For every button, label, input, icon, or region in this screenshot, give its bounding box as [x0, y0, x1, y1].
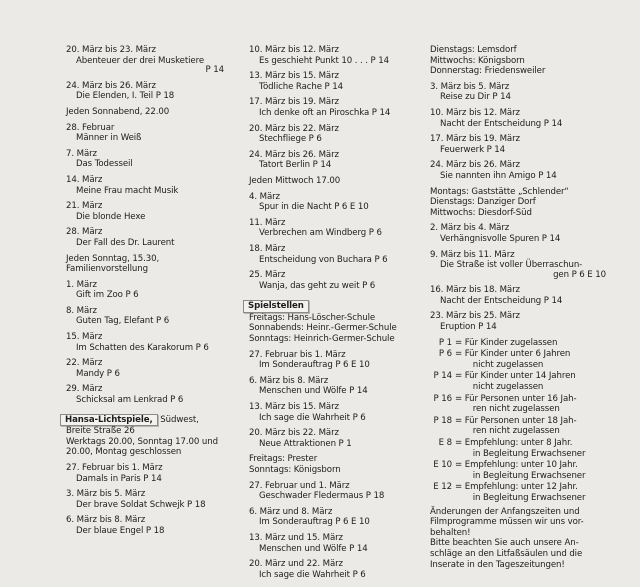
legend-key: P 16: [433, 393, 452, 404]
schedule-heading: Jeden Sonntag, 15.30,: [66, 253, 160, 264]
entry-date: 29. März: [66, 384, 103, 395]
legend-value-cont: in Begleitung Erwachsener: [472, 492, 586, 503]
list-item: [249, 45, 415, 66]
list-item: [430, 108, 608, 129]
entry-date: 21. März: [66, 201, 103, 212]
entry-title: Schicksal am Lenkrad P 6: [76, 395, 184, 406]
list-item: [66, 332, 226, 353]
entry-date: 22. März: [66, 358, 103, 369]
entry-date: 17. März bis 19. März: [430, 134, 520, 145]
legend-key: E 8: [438, 438, 452, 448]
entry-title: Ich sage die Wahrheit P 6: [259, 569, 366, 580]
legend-value: Empfehlung: unter 8 Jahr.: [464, 438, 573, 448]
entry-title: Die Elenden, I. Teil P 18: [76, 91, 175, 102]
legend-row: E 10 = Empfehlung: unter 10 Jahr. in Begleitung Erwachsener: [430, 460, 608, 481]
note-line: behalten!: [430, 527, 471, 538]
entry-title: Neue Attraktionen P 1: [259, 438, 352, 449]
legend-value-cont: in Begleitung Erwachsener: [472, 470, 586, 481]
entry-date: 8. März: [66, 305, 97, 316]
entry-date: 20. März und 22. März: [249, 559, 343, 570]
entry-title: Der Fall des Dr. Laurent: [76, 237, 175, 248]
legend-value: Für Kinder zugelassen: [464, 337, 558, 348]
entry-title: Damals in Paris P 14: [76, 473, 162, 484]
legend-row: P 6 = Für Kinder unter 6 Jahren nicht zugelassen: [430, 349, 608, 370]
list-item: [249, 481, 415, 502]
venue-schedule: Sonntags: Königsborn: [249, 465, 341, 475]
entry-date: 27. Februar bis 1. März: [249, 349, 346, 360]
entry-date: 17. März bis 19. März: [249, 97, 339, 108]
entry-title: Gift im Zoo P 6: [76, 290, 139, 301]
entry-date: 24. März bis 26. März: [66, 80, 156, 91]
column-2: [249, 45, 415, 585]
entry-date: 3. März bis 5. März: [66, 489, 146, 500]
entry-title: Eruption P 14: [440, 322, 497, 333]
list-item: [249, 350, 415, 371]
entry-date: 13. März bis 15. März: [249, 402, 339, 413]
column-3: [430, 45, 608, 570]
legend-value: Für Kinder unter 6 Jahren: [464, 349, 571, 360]
legend-key: P 6: [438, 349, 452, 360]
venue-schedule: Montags: Gaststätte „Schlender“: [430, 186, 569, 197]
entry-title-cont: gen P 6 E 10: [553, 269, 606, 280]
entry-date: 3. März bis 5. März: [430, 81, 510, 92]
entry-title: Sie nannten ihn Amigo P 14: [440, 170, 557, 181]
entry-title: Verhängnisvolle Spuren P 14: [440, 233, 561, 244]
entry-date: 11. März: [249, 217, 286, 228]
list-item: [430, 134, 608, 155]
venue-schedule: Freitags: Prester: [249, 454, 318, 465]
legend-row: E 8 = Empfehlung: unter 8 Jahr. in Begleitung Erwachsener: [430, 438, 608, 459]
list-item: [66, 384, 226, 405]
entry-title: Ich sage die Wahrheit P 6: [259, 412, 366, 423]
entry-title: Im Schatten des Karakorum P 6: [76, 342, 209, 353]
list-item: [430, 160, 608, 181]
list-item: [66, 280, 226, 301]
schedule-heading: Jeden Mittwoch 17.00: [249, 175, 341, 186]
list-item: [249, 270, 415, 291]
entry-title: Ich denke oft an Piroschka P 14: [259, 107, 391, 118]
list-item: [430, 223, 608, 244]
venue-schedule: Sonnabends: Heinr.-Germer-Schule: [249, 323, 397, 334]
list-item: [430, 285, 608, 306]
legend-value-cont: ren nicht zugelassen: [472, 404, 560, 415]
entry-date: 9. März bis 11. März: [430, 249, 515, 260]
venue-hours: 20.00, Montag geschlossen: [66, 447, 182, 458]
entry-title: Die Straße ist voller Überraschun-: [440, 260, 583, 271]
note-line: Filmprogramme müssen wir uns vor-: [430, 517, 584, 528]
list-item: [66, 201, 226, 222]
entry-title: Entscheidung von Buchara P 6: [259, 254, 388, 265]
list-item: [430, 311, 608, 332]
venue-heading: Hansa-Lichtspiele,: [60, 414, 158, 427]
entry-title: Menschen und Wölfe P 14: [259, 386, 368, 397]
legend-value-cont: ren nicht zugelassen: [472, 426, 560, 437]
venue-schedule: Mittwochs: Diesdorf-Süd: [430, 207, 532, 218]
entry-date: 25. März: [249, 270, 286, 281]
venue-schedule: Sonntags: Heinrich-Germer-Schule: [249, 334, 395, 345]
entry-title: Verbrechen am Windberg P 6: [259, 228, 382, 239]
list-item: [66, 489, 226, 510]
list-item: [66, 123, 226, 144]
entry-date: 4. März: [249, 191, 280, 202]
entry-rating: P 14: [205, 65, 224, 76]
entry-title: Menschen und Wölfe P 14: [259, 543, 368, 554]
entry-date: 15. März: [66, 332, 103, 343]
entry-title: Stechfliege P 6: [259, 134, 322, 145]
list-item: [249, 124, 415, 145]
schedule-heading: Jeden Sonnabend, 22.00: [66, 106, 170, 117]
list-item: [249, 559, 415, 580]
entry-title: Der blaue Engel P 18: [76, 525, 165, 536]
entry-title: Es geschieht Punkt 10 . . . P 14: [259, 55, 389, 66]
entry-title: Meine Frau macht Musik: [76, 185, 179, 196]
entry-date: 13. März und 15. März: [249, 532, 343, 543]
entry-date: 10. März bis 12. März: [249, 45, 339, 55]
entry-date: 27. Februar und 1. März: [249, 480, 350, 491]
list-item: [249, 97, 415, 118]
venue-schedule: Freitags: Hans-Löscher-Schule: [249, 312, 376, 323]
note-line: schläge an den Litfaßsäulen und die: [430, 548, 583, 559]
note-line: Bitte beachten Sie auch unsere An-: [430, 538, 579, 549]
entry-title: Nacht der Entscheidung P 14: [440, 118, 563, 129]
legend-row: E 12 = Empfehlung: unter 12 Jahr. in Begleitung Erwachsener: [430, 482, 608, 503]
entry-date: 6. März und 8. März: [249, 506, 333, 517]
note-line: Änderungen der Anfangszeiten und: [430, 506, 580, 517]
venue-schedule: Dienstags: Danziger Dorf: [430, 197, 536, 208]
legend-value-cont: in Begleitung Erwachsener: [472, 448, 586, 459]
list-item: [66, 358, 226, 379]
entry-title: Abenteuer der drei Musketiere: [76, 55, 205, 66]
entry-date: 20. März bis 22. März: [249, 428, 339, 439]
legend-key: P 1: [438, 337, 452, 348]
list-item: [430, 250, 608, 281]
list-item: [249, 192, 415, 213]
entry-date: 28. März: [66, 227, 103, 238]
entry-title: Mandy P 6: [76, 368, 120, 379]
legend-value-cont: nicht zugelassen: [472, 382, 544, 393]
entry-date: 14. März: [66, 174, 103, 185]
entry-date: 18. März: [249, 243, 286, 254]
entry-date: 2. März bis 4. März: [430, 223, 510, 234]
entry-title: Das Todesseil: [76, 159, 133, 170]
legend-value: Für Personen unter 18 Jah-: [464, 415, 577, 426]
list-item: [66, 81, 226, 102]
entry-title: Im Sonderauftrag P 6 E 10: [259, 517, 370, 528]
entry-title: Im Sonderauftrag P 6 E 10: [259, 360, 370, 371]
venue-hours: Werktags 20.00, Sonntag 17.00 und: [66, 436, 218, 447]
entry-date: 13. März bis 15. März: [249, 71, 339, 82]
entry-title: Der brave Soldat Schwejk P 18: [76, 499, 206, 510]
list-item: [249, 244, 415, 265]
entry-title: Reise zu Dir P 14: [440, 92, 511, 103]
legend-value: Für Kinder unter 14 Jahren: [464, 371, 576, 382]
list-item: [249, 218, 415, 239]
venue-district: Südwest,: [160, 414, 199, 425]
legend-row: P 16 = Für Personen unter 16 Jah- ren nicht zugelassen: [430, 394, 608, 415]
legend-key: E 10: [433, 460, 452, 471]
rating-legend: [430, 338, 608, 504]
entry-date: 1. März: [66, 279, 97, 290]
entry-date: 24. März bis 26. März: [249, 149, 339, 160]
notes: [430, 507, 608, 571]
entry-date: 10. März bis 12. März: [430, 107, 520, 118]
entry-title: Tatort Berlin P 14: [259, 160, 332, 171]
entry-date: 7. März: [66, 148, 97, 159]
list-item: [66, 45, 226, 76]
legend-value: Für Personen unter 16 Jah-: [464, 393, 577, 404]
legend-row: P 18 = Für Personen unter 18 Jah- ren nicht zugelassen: [430, 416, 608, 437]
list-item: [249, 376, 415, 397]
legend-key: P 18: [433, 415, 452, 426]
entry-date: 24. März bis 26. März: [430, 160, 520, 171]
list-item: [66, 463, 226, 484]
list-item: [430, 82, 608, 103]
entry-title: Männer in Weiß: [76, 133, 142, 144]
list-item: [66, 175, 226, 196]
list-item: [66, 149, 226, 170]
legend-value-cont: nicht zugelassen: [472, 359, 544, 370]
entry-date: 6. März bis 8. März: [66, 515, 146, 526]
spielstellen-heading: Spielstellen: [243, 300, 309, 313]
entry-date: 20. März bis 23. März: [66, 45, 156, 55]
legend-key: E 12: [433, 482, 452, 493]
entry-date: 6. März bis 8. März: [249, 375, 329, 386]
entry-title: Tödliche Rache P 14: [259, 81, 343, 92]
list-item: [66, 515, 226, 536]
schedule-subheading: Familienvorstellung: [66, 264, 148, 275]
entry-date: 23. März bis 25. März: [430, 311, 520, 322]
legend-value: Empfehlung: unter 10 Jahr.: [464, 460, 578, 471]
entry-title: Feuerwerk P 14: [440, 144, 506, 155]
entry-title: Geschwader Fledermaus P 18: [259, 491, 385, 502]
list-item: [249, 402, 415, 423]
list-item: [66, 227, 226, 248]
list-item: [249, 428, 415, 449]
entry-title: Wanja, das geht zu weit P 6: [259, 280, 376, 291]
venue-schedule: Donnerstag: Friedensweiler: [430, 66, 546, 77]
venue-address: Breite Straße 26: [66, 426, 135, 437]
list-item: [249, 533, 415, 554]
column-1: [66, 45, 226, 542]
legend-row: P 14 = Für Kinder unter 14 Jahren nicht zugelassen: [430, 371, 608, 392]
entry-date: 27. Februar bis 1. März: [66, 463, 163, 473]
entry-title: Guten Tag, Elefant P 6: [76, 316, 170, 327]
entry-date: 20. März bis 22. März: [249, 123, 339, 134]
note-line: Inserate in den Tageszeitungen!: [430, 559, 565, 570]
entry-title: Nacht der Entscheidung P 14: [440, 295, 563, 306]
list-item: [249, 150, 415, 171]
legend-row: P 1 = Für Kinder zugelassen: [430, 338, 608, 349]
venue-schedule: Dienstags: Lemsdorf: [430, 45, 517, 55]
venue-schedule: Mittwochs: Königsborn: [430, 55, 525, 66]
legend-value: Empfehlung: unter 12 Jahr.: [464, 482, 578, 493]
list-item: [249, 71, 415, 92]
entry-title: Die blonde Hexe: [76, 211, 146, 222]
entry-title: Spur in die Nacht P 6 E 10: [259, 202, 369, 213]
legend-key: P 14: [433, 371, 452, 382]
list-item: [249, 507, 415, 528]
entry-date: 16. März bis 18. März: [430, 285, 520, 296]
entry-date: 28. Februar: [66, 122, 115, 133]
list-item: [66, 306, 226, 327]
